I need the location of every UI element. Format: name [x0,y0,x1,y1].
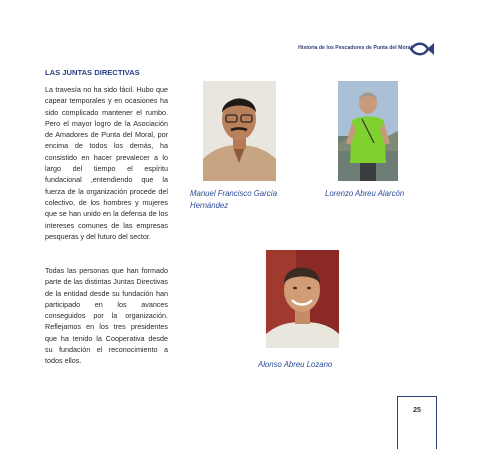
portrait-photo [266,250,339,348]
fish-icon [409,41,435,57]
portrait-photo [203,81,276,181]
body-paragraph: Todas las personas que han formado parte de las distintas Juntas Directivas de la entidad desde su fundación han participado en los avances conseguidos por la organización. Reflejamos en los tres presidentes que ha tenido la Cooperativa desde su fundación el reconocimiento a todos ellos. [45,266,168,366]
body-paragraph: La travesía no ha sido fácil. Hubo que capear temporales y en ocasiones ha sido complicado mantener el rumbo. Pero el mayor logro de la Asociación de Amadores de Punta del Moral, por encima de todos los demás, ha consistido en hacer prevalecer a lo largo del tiempo el espíritu fundacional ,entendiendo que la fuerza de la organización procede del colectivo, de los hombres y mujeres que se han unido en la defensa de los intereses comunes de las empresas pesqueras y del futuro del sector. [45,85,168,241]
photo-caption: Lorenzo Abreu Alarcón [325,189,405,198]
page-number-box [397,396,437,449]
photo-caption: Manuel Francisco García Hernández [190,189,278,210]
photo-caption: Alonso Abreu Lozano [258,360,333,369]
running-title: Historia de los Pescadores de Punta del Moral [298,45,412,51]
section-title: LAS JUNTAS DIRECTIVAS [45,68,140,77]
page-number: 25 [413,407,421,414]
portrait-photo [338,81,398,181]
